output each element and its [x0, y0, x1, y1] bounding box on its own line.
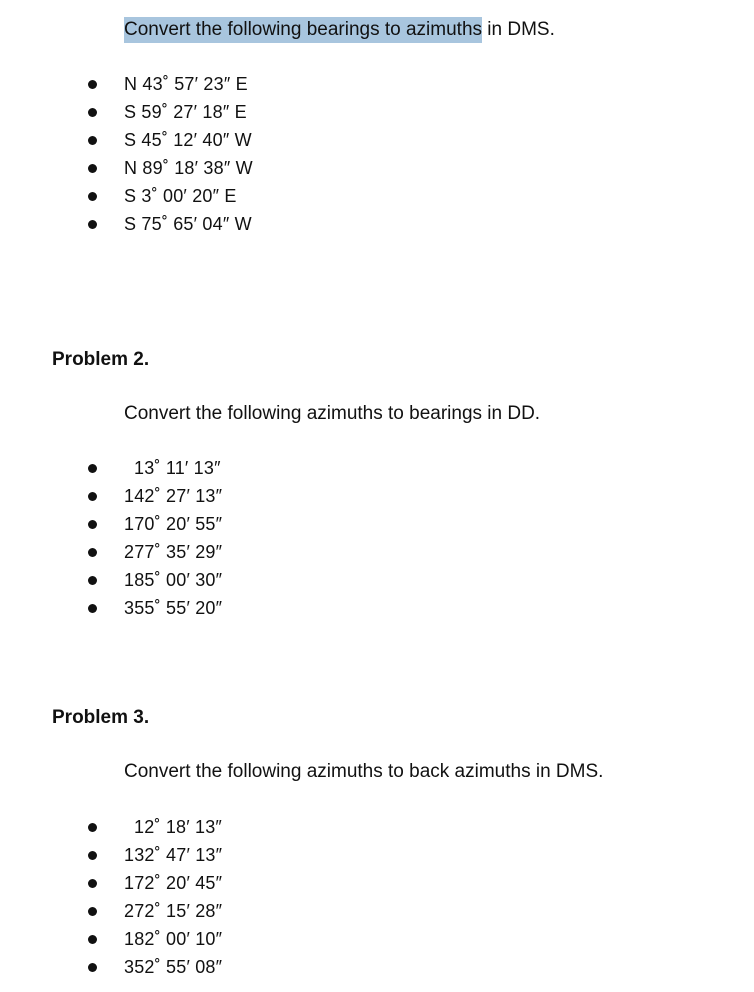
list-item: 172˚ 20′ 45″: [124, 873, 223, 893]
problem3-title: Problem 3.: [52, 707, 150, 728]
bullet-icon: [88, 576, 97, 585]
list-item: 182˚ 00′ 10″: [124, 929, 223, 949]
bullet-icon: [88, 548, 97, 557]
list-item: 142˚ 27′ 13″: [124, 486, 223, 506]
list-item: S 45˚ 12′ 40″ W: [124, 130, 252, 150]
bullet-icon: [88, 192, 97, 201]
list-item: 170˚ 20′ 55″: [124, 514, 223, 534]
problem1-instruction-highlight: Convert the following bearings to azimuths: [124, 17, 482, 43]
problem1-instruction: [124, 19, 555, 41]
bullet-icon: [88, 907, 97, 916]
list-item: 272˚ 15′ 28″: [124, 901, 223, 921]
bullet-icon: [88, 108, 97, 117]
list-item: S 75˚ 65′ 04″ W: [124, 214, 252, 234]
list-item: N 43˚ 57′ 23″ E: [124, 74, 248, 94]
list-item: 277˚ 35′ 29″: [124, 542, 223, 562]
bullet-icon: [88, 823, 97, 832]
bullet-icon: [88, 520, 97, 529]
bullet-icon: [88, 80, 97, 89]
list-item: 13˚ 11′ 13″: [134, 458, 221, 478]
problem1-instruction-rest: in DMS.: [482, 19, 555, 40]
list-item: 355˚ 55′ 20″: [124, 598, 223, 618]
bullet-icon: [88, 220, 97, 229]
bullet-icon: [88, 963, 97, 972]
bullet-icon: [88, 851, 97, 860]
bullet-icon: [88, 604, 97, 613]
bullet-icon: [88, 136, 97, 145]
problem2-instruction: Convert the following azimuths to bearings in DD.: [124, 403, 541, 424]
bullet-icon: [88, 935, 97, 944]
bullet-icon: [88, 164, 97, 173]
list-item: 185˚ 00′ 30″: [124, 570, 223, 590]
list-item: S 3˚ 00′ 20″ E: [124, 186, 237, 206]
list-item: N 89˚ 18′ 38″ W: [124, 158, 253, 178]
list-item: S 59˚ 27′ 18″ E: [124, 102, 247, 122]
bullet-icon: [88, 464, 97, 473]
list-item: 12˚ 18′ 13″: [134, 817, 223, 837]
list-item: 352˚ 55′ 08″: [124, 957, 223, 977]
bullet-icon: [88, 492, 97, 501]
problem3-instruction: Convert the following azimuths to back azimuths in DMS.: [124, 761, 604, 782]
problem2-title: Problem 2.: [52, 349, 150, 370]
bullet-icon: [88, 879, 97, 888]
list-item: 132˚ 47′ 13″: [124, 845, 223, 865]
